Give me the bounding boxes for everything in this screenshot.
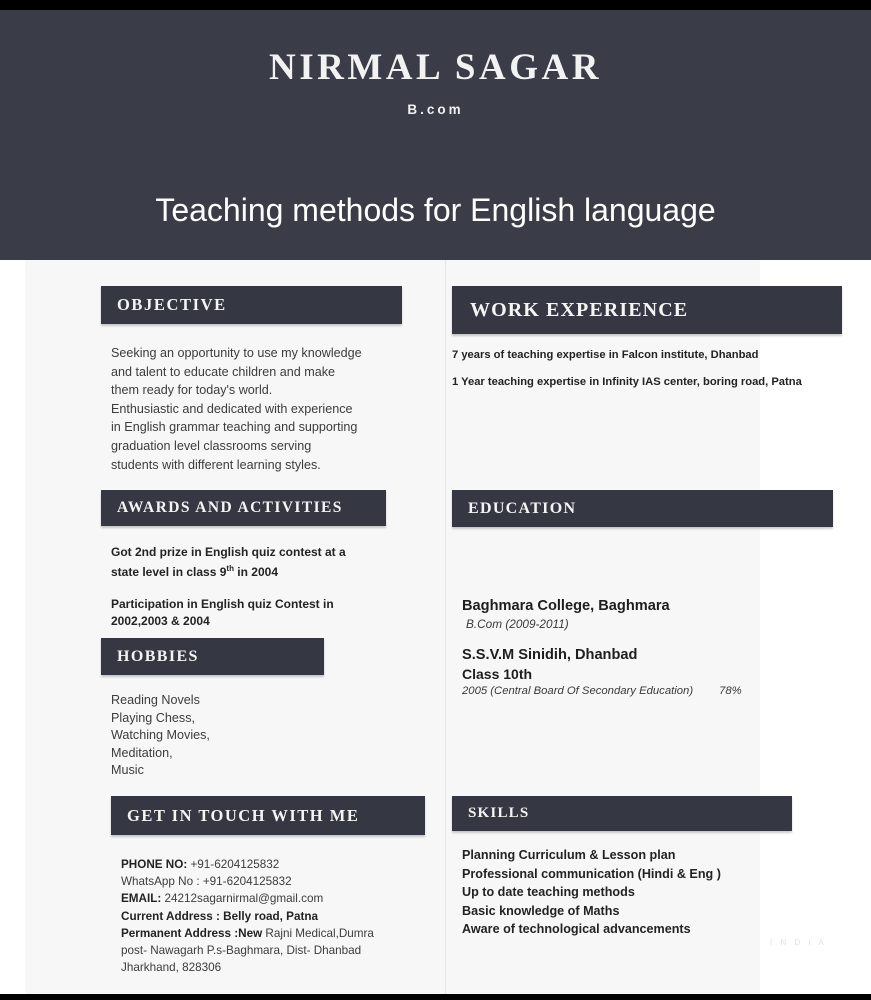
objective-line: Seeking an opportunity to use my knowledge <box>111 346 362 360</box>
skills-body <box>462 846 832 939</box>
left-column <box>75 260 430 994</box>
contact-phone-row <box>121 856 421 873</box>
objective-line: graduation level classrooms serving <box>111 438 312 453</box>
objective-heading-text: OBJECTIVE <box>117 295 227 314</box>
hobby-item: Music <box>111 763 144 778</box>
section-header-education <box>452 490 833 527</box>
candidate-name: NIRMAL SAGAR <box>269 47 602 88</box>
objective-line: them ready for today's world. <box>111 383 273 398</box>
contact-email-row <box>121 890 421 907</box>
education-class: Class 10th <box>462 666 533 682</box>
education-meta-row <box>462 683 842 699</box>
award-item <box>111 544 376 580</box>
section-header-objective <box>101 286 402 324</box>
permanent-address-label: Permanent Address :New <box>121 926 263 940</box>
objective-line: students with different learning styles. <box>111 457 321 472</box>
education-spacer <box>462 632 842 646</box>
right-column <box>430 260 830 994</box>
objective-line: in English grammar teaching and supporting <box>111 420 358 435</box>
skill-item: Up to date teaching methods <box>462 885 635 900</box>
award-line-2-tail: in 2004 <box>233 564 278 579</box>
award-line-2: 2002,2003 & 2004 <box>111 613 210 628</box>
objective-line: Enthusiastic and dedicated with experience <box>111 401 353 416</box>
award-item <box>111 596 376 629</box>
olx-watermark-region-label: I N D I A <box>770 938 827 947</box>
whatsapp-value[interactable]: +91-6204125832 <box>202 875 292 889</box>
permanent-address-value: Rajni Medical,Dumra <box>262 926 374 940</box>
award-line-1: Participation in English quiz Contest in <box>111 597 334 611</box>
work-experience-body <box>452 348 842 402</box>
hobby-item: Playing Chess, <box>111 710 195 725</box>
education-percent: 78% <box>719 685 742 697</box>
awards-body <box>111 544 376 645</box>
objective-line: and talent to educate children and make <box>111 364 336 379</box>
skill-item: Planning Curriculum & Lesson plan <box>462 848 676 862</box>
hobbies-heading-text: HOBBIES <box>117 647 199 665</box>
bottom-frame-bar <box>0 994 871 1000</box>
current-address-row: Current Address : Belly road, Patna <box>121 909 319 923</box>
work-heading-text: WORK EXPERIENCE <box>470 298 689 321</box>
award-ordinal-suffix: th <box>226 563 234 573</box>
hobby-item: Meditation, <box>111 745 173 760</box>
education-school: Baghmara College, Baghmara <box>462 598 670 614</box>
work-item: 7 years of teaching expertise in Falcon institute, Dhanbad <box>452 349 759 361</box>
awards-heading-text: AWARDS AND ACTIVITIES <box>117 499 343 516</box>
hobby-item: Reading Novels <box>111 693 200 707</box>
skill-item: Basic knowledge of Maths <box>462 903 620 918</box>
section-header-hobbies <box>101 638 324 675</box>
permanent-address-row <box>121 925 421 942</box>
resume-headline: Teaching methods for English language <box>155 192 716 228</box>
contact-heading-text: GET IN TOUCH WITH ME <box>127 805 360 825</box>
candidate-degree: B.com <box>407 102 464 117</box>
skill-item: Aware of technological advancements <box>462 922 691 937</box>
address-line-2: post- Nawagarh P.s-Baghmara, Dist- Dhanbad <box>121 944 362 958</box>
resume-header <box>0 10 871 260</box>
contact-whatsapp-row <box>121 873 421 890</box>
address-line-3: Jharkhand, 828306 <box>121 961 222 975</box>
section-header-skills <box>452 796 792 831</box>
education-entry <box>462 646 842 699</box>
top-frame-bar <box>0 0 871 10</box>
contact-body <box>121 856 421 976</box>
section-header-awards <box>101 490 386 526</box>
section-header-contact <box>111 796 425 835</box>
whatsapp-label: WhatsApp No : <box>121 875 200 889</box>
education-year-board: 2005 (Central Board Of Secondary Education) <box>462 685 694 697</box>
email-value[interactable]: 24212sagarnirmal@gmail.com <box>164 892 324 906</box>
section-header-work-experience <box>452 286 842 334</box>
education-heading-text: EDUCATION <box>468 499 577 517</box>
phone-label: PHONE NO: <box>121 858 188 871</box>
award-line-2: state level in class 9 <box>111 564 227 579</box>
hobbies-body <box>111 692 361 780</box>
work-item: 1 Year teaching expertise in Infinity IAS center, boring road, Patna <box>452 376 802 388</box>
hobby-item: Watching Movies, <box>111 728 210 743</box>
education-school: S.S.V.M Sinidih, Dhanbad <box>462 647 638 663</box>
resume-body <box>0 260 871 994</box>
phone-value[interactable]: +91-6204125832 <box>190 858 280 871</box>
skill-item: Professional communication (Hindi & Eng ) <box>462 866 721 881</box>
skills-heading-text: SKILLS <box>468 805 530 821</box>
objective-body <box>111 344 411 474</box>
education-body <box>462 597 842 699</box>
email-label: EMAIL: <box>121 892 162 906</box>
education-entry <box>462 597 842 632</box>
education-detail: B.Com (2009-2011) <box>466 617 569 631</box>
award-line-1: Got 2nd prize in English quiz contest at a <box>111 545 346 559</box>
